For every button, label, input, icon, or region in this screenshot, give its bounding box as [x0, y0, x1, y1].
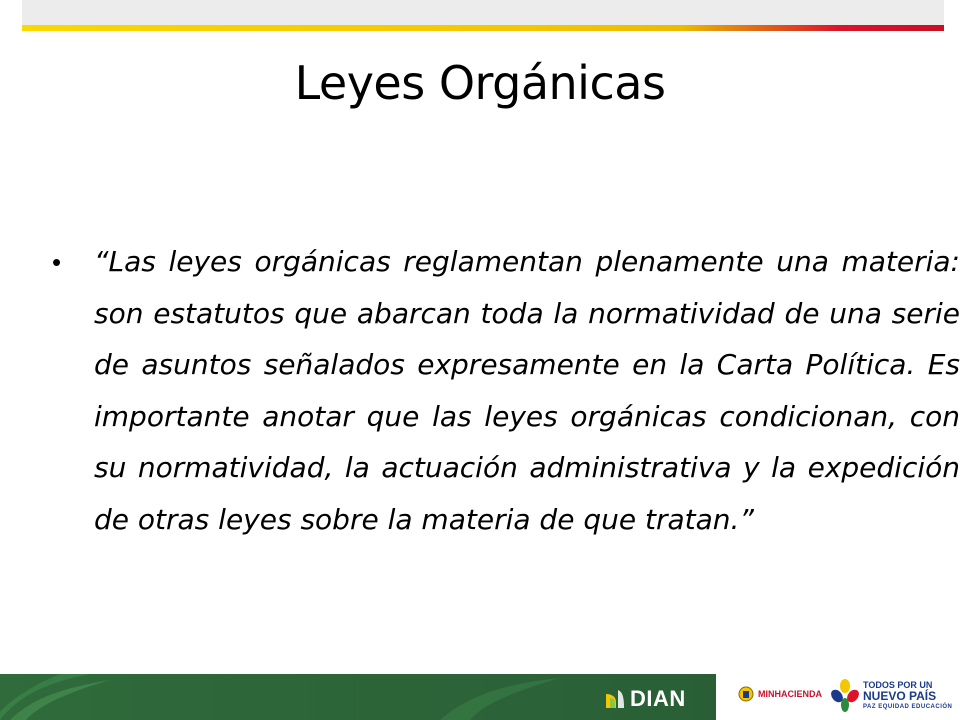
bullet-marker: •: [52, 247, 62, 277]
header-gray-band: [22, 0, 944, 25]
slide-title: Leyes Orgánicas: [294, 56, 666, 110]
nuevo-pais-line1: TODOS POR UN: [863, 679, 933, 690]
header-stripe: [22, 0, 944, 34]
quote-text: “Las leyes orgánicas reglamentan plenamente una materia: son estatutos que abarcan toda la normatividad de una serie de asuntos señalados expresamente en la Carta Política. Es importante anotar que las leyes orgánicas condicionan, con su normatividad, la actuación administrativa y la expedición de otras leyes sobre la materia de que tratan.”: [94, 245, 960, 536]
dian-label: DIAN: [630, 686, 686, 711]
footer-bar: [0, 674, 960, 720]
minhacienda-label: MINHACIENDA: [758, 689, 822, 699]
dian-logo: [604, 682, 686, 716]
coat-of-arms-icon: [738, 686, 754, 702]
leaf-pattern-icon: [440, 674, 560, 720]
nuevo-pais-flower-icon: [830, 678, 860, 714]
minhacienda-logo: [738, 686, 822, 702]
header-red-line: [682, 25, 944, 31]
nuevo-pais-line2: NUEVO PAÍS: [863, 688, 937, 703]
leaf-pattern-icon: [0, 674, 120, 720]
dian-mark-icon: [604, 688, 626, 710]
nuevo-pais-logo: [830, 678, 952, 714]
nuevo-pais-line3: PAZ EQUIDAD EDUCACIÓN: [863, 703, 953, 710]
footer-green-band: [0, 674, 716, 720]
